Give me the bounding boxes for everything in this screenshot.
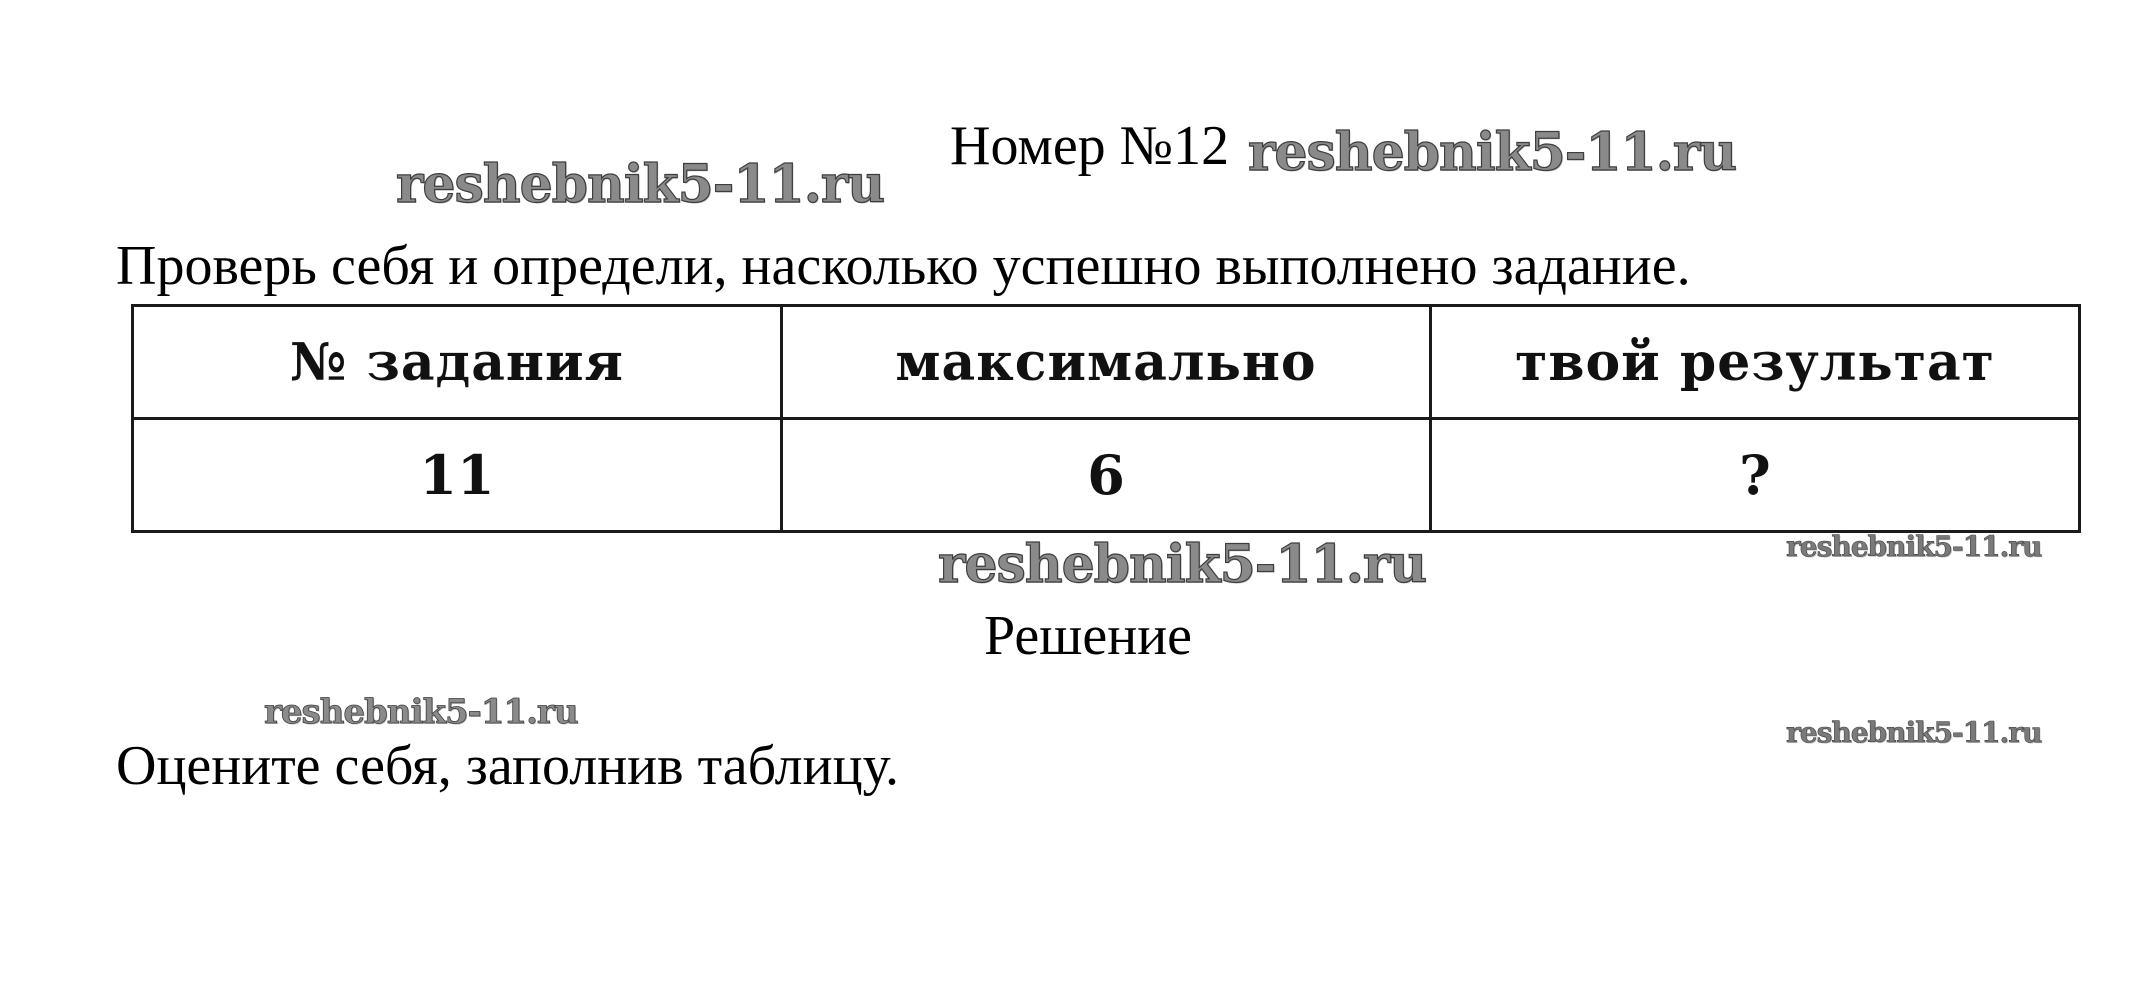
task-instruction: Проверь себя и определи, насколько успешно выполнено задание. <box>116 235 1691 297</box>
cell-task-number: 11 <box>133 419 782 532</box>
table-row <box>133 419 2080 532</box>
watermark: reshebnik5-11.ru <box>1786 716 2042 749</box>
watermark: reshebnik5-11.ru <box>396 154 885 215</box>
assessment-text: Оцените себя, заполнив таблицу. <box>116 735 899 797</box>
watermark: reshebnik5-11.ru <box>938 534 1427 595</box>
watermark: reshebnik5-11.ru <box>1248 122 1737 183</box>
table-header-row <box>133 306 2080 419</box>
solution-heading: Решение <box>984 605 1193 667</box>
cell-maximum: 6 <box>782 419 1431 532</box>
column-header-your-result: твой результат <box>1431 306 2080 419</box>
column-header-maximum: максимально <box>782 306 1431 419</box>
watermark: reshebnik5-11.ru <box>1786 530 2042 563</box>
column-header-task-number: № задания <box>133 306 782 419</box>
cell-your-result: ? <box>1431 419 2080 532</box>
page-title: Номер №12 <box>950 115 1230 177</box>
watermark: reshebnik5-11.ru <box>264 692 578 732</box>
self-assessment-table <box>131 304 2081 533</box>
